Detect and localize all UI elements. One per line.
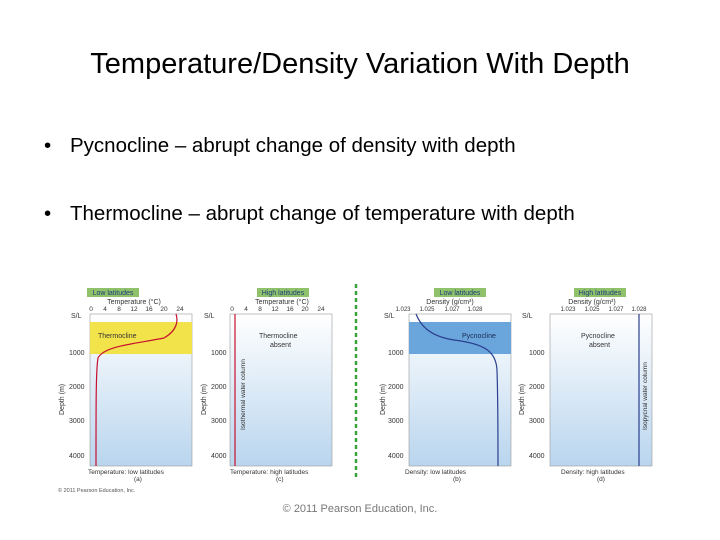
depth-tick: 1000 <box>529 350 545 357</box>
panel-density-high <box>519 288 652 483</box>
panel-temperature-low <box>59 288 192 483</box>
depth-tick: S/L <box>204 313 215 320</box>
absent-label-2: absent <box>270 342 292 349</box>
column-label: Isothermal water column <box>240 359 247 430</box>
panel-letter: (c) <box>276 476 284 483</box>
axis-title: Temperature (°C) <box>107 299 161 306</box>
depth-axis-label: Depth (m) <box>380 383 387 415</box>
depth-axis-label: Depth (m) <box>59 383 66 415</box>
depth-tick: S/L <box>71 313 82 320</box>
panel-header: Low latitudes <box>92 290 134 297</box>
slide-footer: © 2011 Pearson Education, Inc. <box>282 503 438 515</box>
tick-label: 12 <box>271 306 279 313</box>
tick-label: 0 <box>230 306 234 313</box>
depth-tick: 3000 <box>69 418 85 425</box>
depth-tick: 1000 <box>69 350 85 357</box>
slide-title: Temperature/Density Variation With Depth <box>90 48 630 80</box>
panel-header: High latitudes <box>261 290 305 297</box>
tick-label: 1.023 <box>560 307 576 313</box>
depth-tick: 3000 <box>529 418 545 425</box>
panel-header: High latitudes <box>578 290 622 297</box>
tick-label: 20 <box>160 306 168 313</box>
bullet-pycnocline <box>44 134 516 158</box>
band-label: Thermocline <box>98 333 137 340</box>
bullet-text: Pycnocline – abrupt change of density with depth <box>70 134 516 157</box>
absent-label-2: absent <box>589 342 611 349</box>
panel-header: Low latitudes <box>439 290 481 297</box>
panel-temperature-high <box>201 288 332 483</box>
depth-tick: 2000 <box>211 384 227 391</box>
axis-ticks <box>89 306 184 313</box>
axis-ticks <box>560 307 647 313</box>
depth-profiles-svg <box>54 280 674 500</box>
tick-label: 8 <box>258 306 262 313</box>
depth-tick: 2000 <box>388 384 404 391</box>
depth-tick: 3000 <box>211 418 227 425</box>
depth-tick: 1000 <box>388 350 404 357</box>
tick-label: 1.025 <box>419 307 435 313</box>
depth-axis-label: Depth (m) <box>201 383 208 415</box>
tick-label: 1.028 <box>631 307 647 313</box>
tick-label: 1.025 <box>584 307 600 313</box>
tick-label: 1.028 <box>467 307 483 313</box>
panel-letter: (d) <box>597 476 605 483</box>
tick-label: 8 <box>117 306 121 313</box>
bullet-dot: • <box>44 202 52 225</box>
depth-tick: 4000 <box>388 453 404 460</box>
tick-label: 24 <box>176 306 184 313</box>
tick-label: 1.027 <box>444 307 460 313</box>
bottom-label: Density: high latitudes <box>561 469 625 476</box>
tick-label: 16 <box>145 306 153 313</box>
depth-profiles-figure <box>54 280 674 500</box>
panel-letter: (b) <box>453 476 461 483</box>
axis-ticks <box>230 306 325 313</box>
band-label: Pycnocline <box>462 333 496 340</box>
depth-tick: 2000 <box>69 384 85 391</box>
tick-label: 4 <box>103 306 107 313</box>
panel-density-low <box>380 288 511 483</box>
tick-label: 12 <box>130 306 138 313</box>
absent-label-1: Thermocline <box>259 333 298 340</box>
axis-ticks <box>395 307 483 313</box>
bullet-text: Thermocline – abrupt change of temperature with depth <box>70 202 575 225</box>
tick-label: 1.023 <box>395 307 411 313</box>
depth-tick: 4000 <box>69 453 85 460</box>
tick-label: 20 <box>301 306 309 313</box>
depth-tick: S/L <box>522 313 533 320</box>
bottom-label: Temperature: high latitudes <box>230 469 309 476</box>
axis-title: Temperature (°C) <box>255 299 309 306</box>
tick-label: 16 <box>286 306 294 313</box>
depth-tick: 4000 <box>211 453 227 460</box>
tick-label: 4 <box>244 306 248 313</box>
depth-tick: 1000 <box>211 350 227 357</box>
bottom-label: Temperature: low latitudes <box>88 469 164 476</box>
absent-label-1: Pycnocline <box>581 333 615 340</box>
depth-tick: 4000 <box>529 453 545 460</box>
tick-label: 0 <box>89 306 93 313</box>
depth-tick: S/L <box>384 313 395 320</box>
column-label: Isopycnal water column <box>642 362 649 430</box>
tick-label: 24 <box>317 306 325 313</box>
depth-tick: 3000 <box>388 418 404 425</box>
bullet-thermocline <box>44 202 575 226</box>
bottom-label: Density: low latitudes <box>405 469 467 476</box>
depth-tick: 2000 <box>529 384 545 391</box>
axis-title: Density (g/cm³) <box>426 299 474 306</box>
bullet-dot: • <box>44 134 52 157</box>
depth-axis-label: Depth (m) <box>519 383 526 415</box>
tick-label: 1.027 <box>608 307 624 313</box>
axis-title: Density (g/cm³) <box>568 299 616 306</box>
figure-copyright: © 2011 Pearson Education, Inc. <box>58 488 136 494</box>
panel-letter: (a) <box>134 476 142 483</box>
